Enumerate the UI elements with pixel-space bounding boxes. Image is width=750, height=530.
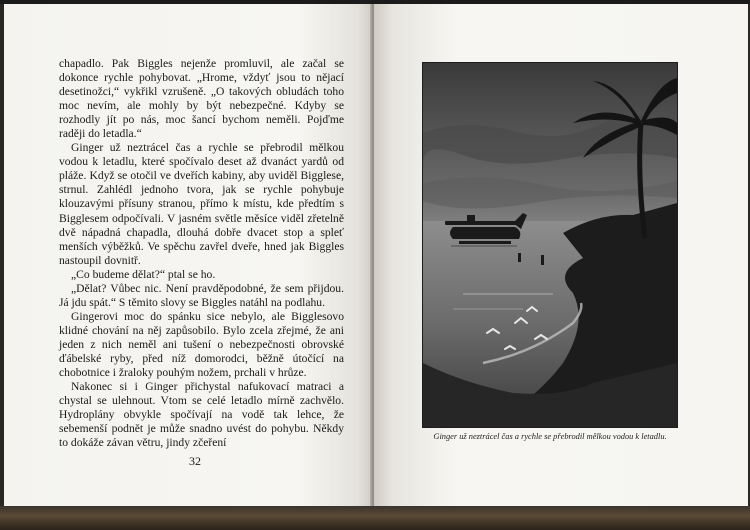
body-text (59, 57, 344, 450)
paragraph: Gingerovi moc do spánku sice nebylo, ale Bigglesovo klidné chování na něj zapůsobilo. Bylo zcela zřejmé, že ani jeden z nich neměl ani tušení o nebezpečnosti obrovské ďábelské ryby, před níž domorodci, běžně útočící na chobotnice i žraloky pouhým nožem, prchali v hrůze. (59, 309, 344, 380)
paragraph: chapadlo. Pak Biggles nejenže promluvil, ale začal se dokonce rychle pohybovat. „Hrome, vždyť jsou to nějací desetinožci,“ vykřikl vzrušeně. „O takových obludách toho moc nevím, ale mohly by být nebezpečné. Kdyby se rozhodly jít po nás, moc šancí bychom neměli. Pojďme raději do letadla.“ (59, 57, 344, 141)
seaplane-lagoon-picture (423, 63, 677, 427)
paragraph: „Dělat? Vůbec nic. Není pravděpodobné, že sem přijdou. Já jdu spát.“ S těmito slovy se Biggles natáhl na podlahu. (59, 281, 344, 309)
illustration-caption: Ginger už neztrácel čas a rychle se přebrodil mělkou vodou k letadlu. (433, 432, 667, 441)
left-page (4, 4, 372, 508)
paragraph: „Co budeme dělat?“ ptal se ho. (71, 267, 216, 281)
page-number: 32 (189, 454, 201, 468)
paragraph: Ginger už neztrácel čas a rychle se přebrodil mělkou vodou k letadlu, které spočívalo deset až dvanáct yardů od pláže. Když se otočil ve dveřích kabiny, aby uviděl Bigglese, strnul. Zahlédl jednoho tvora, jak se rychle pohybuje klouzavými přísuny stranou, přímo k místu, kde předtím s Bigglesem odpočívali. V jasném světle měsíce viděl zřetelně dvě nápadná chapadla, dlouhá dobře dvacet stop a spleť menších výběžků. Ve spěchu zavřel dveře, hned jak Biggles nastoupil dovnitř. (59, 141, 344, 267)
illustration (422, 62, 678, 428)
book-bottom-edge (0, 506, 750, 530)
paragraph: Nakonec si i Ginger přichystal nafukovací matraci a chystal se ulehnout. Vtom se celé letadlo mírně zachvělo. Hydroplány obvykle spočívají na vodě tak lehce, že sebemenší podnět je může snadno uvést do pohybu. Někdy to dokáže závan větru, jindy zčeření (59, 380, 344, 450)
